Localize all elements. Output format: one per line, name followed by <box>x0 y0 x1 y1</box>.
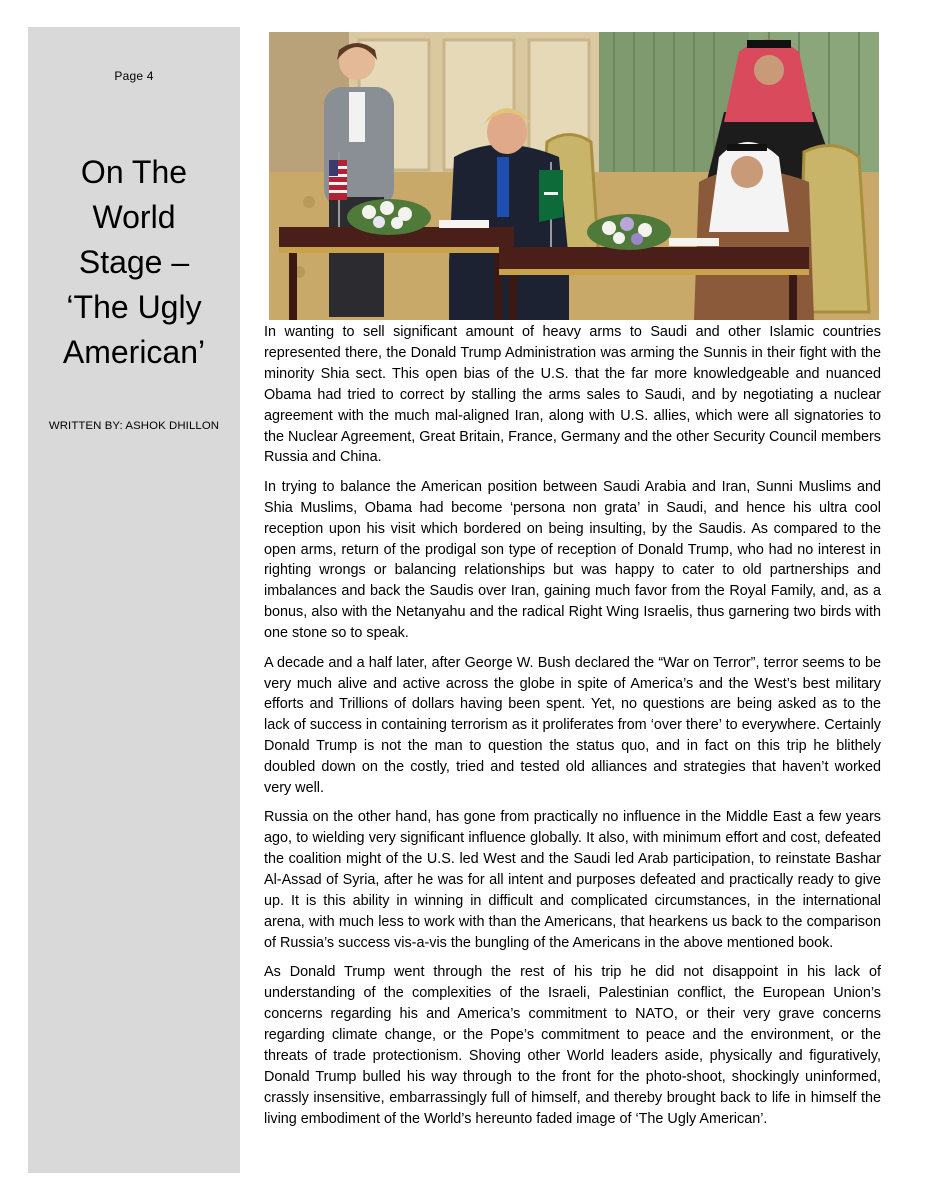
article-paragraph: A decade and a half later, after George W. Bush declared the “War on Terror”, terror seems to be very much alive and active across the globe in spite of America’s and the West’s best military efforts and Trillions of dollars having been spent. Yet, no questions are being asked as to the lack of success in containing terrorism as it proliferates from ‘over there’ to everywhere. Certainly Donald Trump is not the man to question the status quo, and in fact on this trip he blithely doubled down on the costly, tried and tested old alliances and strategies that haven’t worked very well. <box>264 654 881 797</box>
article-paragraph: In wanting to sell significant amount of heavy arms to Saudi and other Islamic countries represented there, the Donald Trump Administration was arming the Sunnis in their fight with the minority Shia sect. This open bias of the U.S. that the far more knowledgeable and nuanced Obama had tried to correct by stalling the arms sales to Saudi, and by negotiating a nuclear agreement with the much mal-aligned Iran, along with U.S. allies, which were all signatories to the Nuclear Agreement, Great Britain, France, Germany and the other Security Council members Russia and China. <box>264 324 881 466</box>
article-paragraph: Russia on the other hand, has gone from practically no influence in the Middle East a few years ago, to wielding very significant influence globally. It also, with minimum effort and cost, defeated the coalition might of the U.S. led West and the Saudi led Arab participation, to reinstate Bashar Al-Assad of Syria, after he was for all intent and purposes defeated and practically ready to give up. It is this ability in winning in difficult and complicated circumstances, in the international arena, with much less to work with than the Americans, that hearkens us back to the comparison of Russia’s success vis-a-vis the bungling of the Americans in the above mentioned book. <box>264 809 881 951</box>
title-line: ‘The Ugly <box>66 289 202 326</box>
page-number: Page 4 <box>114 69 154 83</box>
article-title <box>28 150 240 375</box>
signing-ceremony-illustration <box>269 32 879 320</box>
title-line: American’ <box>62 334 206 371</box>
author-byline: WRITTEN BY: ASHOK DHILLON <box>48 420 220 432</box>
article-paragraph: In trying to balance the American position between Saudi Arabia and Iran, Sunni Muslims and Shia Muslims, Obama had become ‘persona non grata’ in Saudi, and hence his ultra cool reception upon his visit which bordered on being insulting, by the Saudis. As compared to the open arms, return of the prodigal son type of reception of Donald Trump, who had no interest in righting wrongs or balancing relationships but was happy to cater to old partnerships and imbalances and back the Saudis over Iran, gaining much favor from the Royal Family, and, as a bonus, also with the Netanyahu and the radical Right Wing Israelis, thus garnering two birds with one stone so to speak. <box>264 478 881 642</box>
article-photo <box>269 32 879 320</box>
article-paragraph: As Donald Trump went through the rest of his trip he did not disappoint in his lack of understanding of the complexities of the Israeli, Palestinian conflict, the European Union’s concerns regarding his and America’s commitment to NATO, or their very grave concerns regarding climate change, or the Pope’s commitment to peace and the environment, or the threats of trade protectionism. Shoving other World leaders aside, physically and figuratively, Donald Trump bulled his way through to the front for the photo-shoot, shockingly uninformed, crassly insensitive, embarrassingly full of himself, and thereby brought back to life in himself the living embodiment of the World’s hereunto faded image of ‘The Ugly American’. <box>264 964 881 1127</box>
article-body <box>264 322 881 1138</box>
title-line: World <box>92 199 176 236</box>
title-line: On The <box>80 154 188 191</box>
title-line: Stage – <box>78 244 190 281</box>
sidebar <box>28 27 240 1173</box>
